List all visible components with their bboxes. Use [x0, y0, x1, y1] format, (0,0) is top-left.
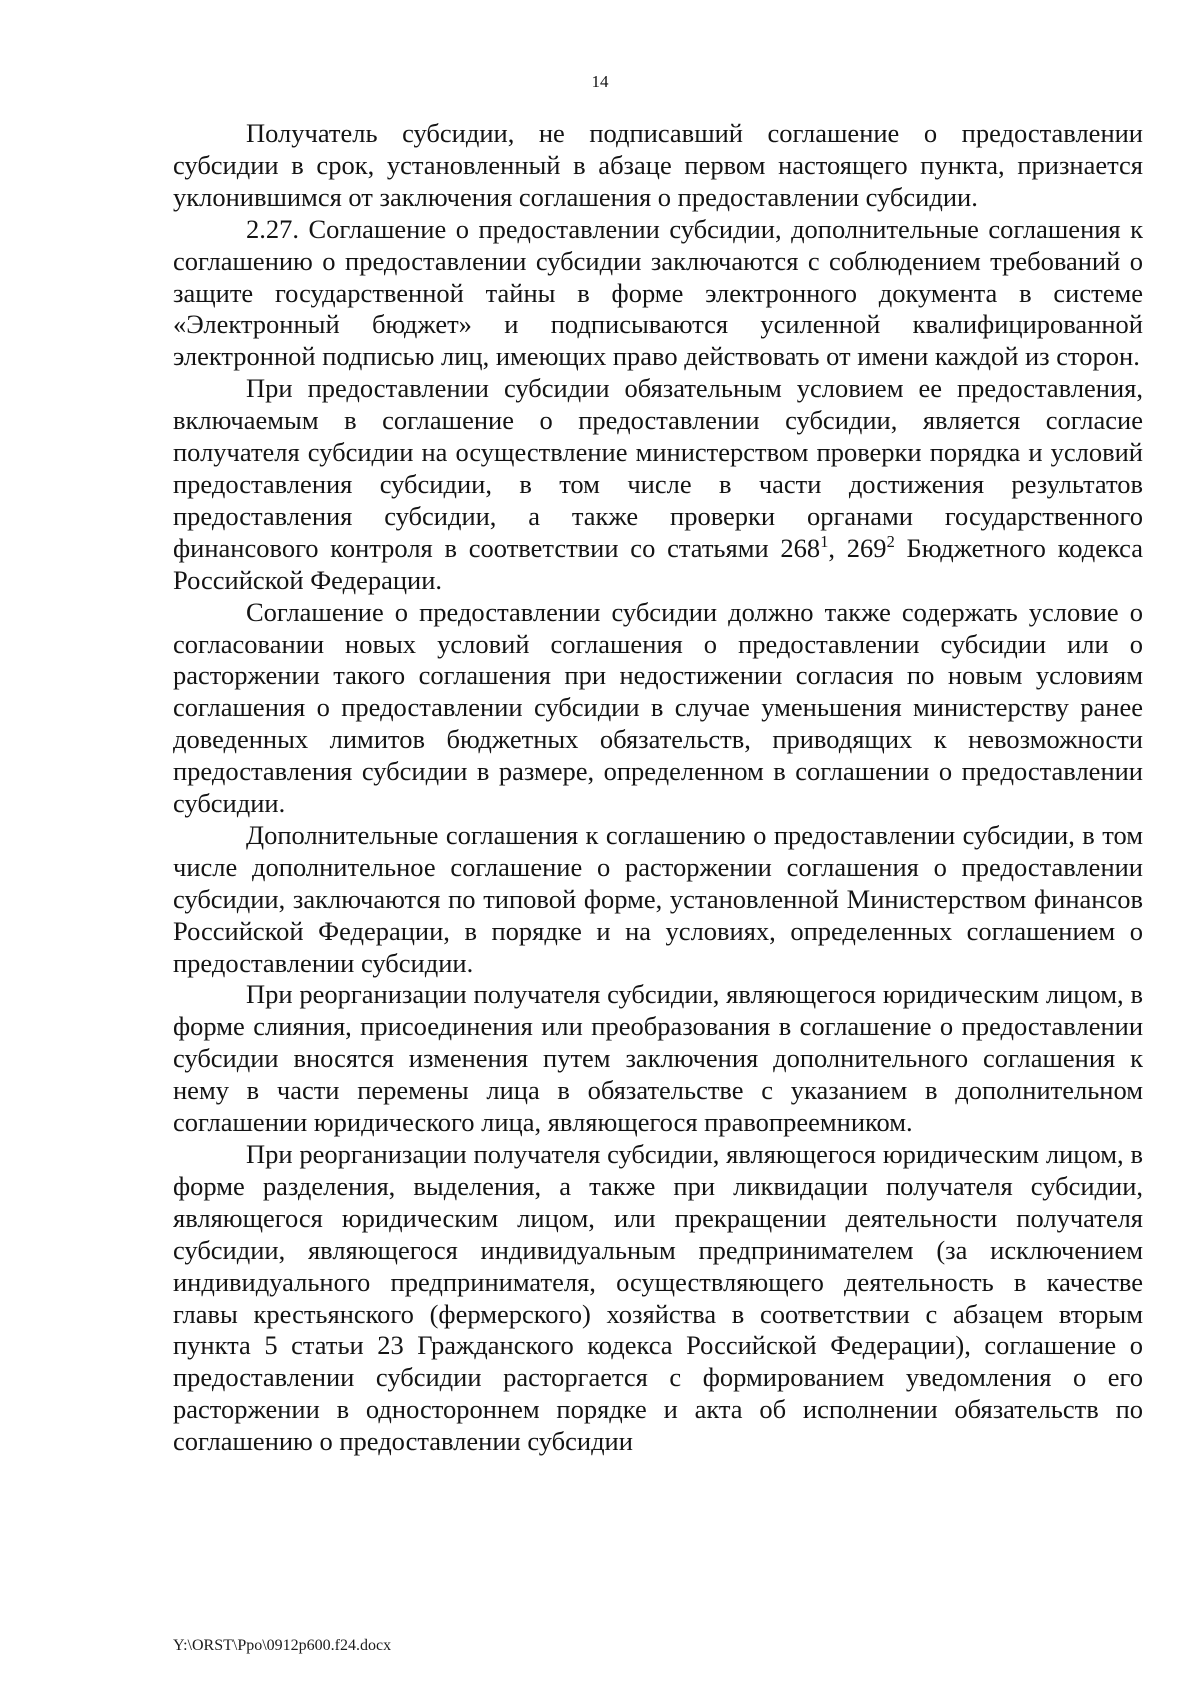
paragraph-new-conditions: Соглашение о предоставлении субсидии должно также содержать условие о согласовании новых условий соглашения о предоставлении субсидии или о расторжении такого соглашения при недостижении согласия по новым условиям соглашения о предоставлении субсидии в случае уменьшения министерству ранее доведенных лимитов бюджетных обязательств, приводящих к невозможности предоставления субсидии в размере, определенном в соглашении о предоставлении субсидии.	[173, 596, 1143, 819]
superscript-2: 2	[886, 531, 895, 551]
paragraph-2-27: 2.27. Соглашение о предоставлении субсидии, дополнительные соглашения к соглашению о предоставлении субсидии заключаются с соблюдением требований о защите государственной тайны в форме электронного документа в системе «Электронный бюджет» и подписываются усиленной квалифицированной электронной подписью лиц, имеющих право действовать от имени каждой из сторон.	[173, 213, 1143, 372]
paragraph-reorganization-merger: При реорганизации получателя субсидии, являющегося юридическим лицом, в форме слияния, присоединения или преобразования в соглашение о предоставлении субсидии вносятся изменения путем заключения дополнительного соглашения к нему в части перемены лица в обязательстве с указанием в дополнительном соглашении юридического лица, являющегося правопреемником.	[173, 979, 1143, 1138]
paragraph-inspection-consent	[173, 373, 1143, 596]
paragraph-inspection-consent-text: При предоставлении субсидии обязательным условием ее предоставления, включаемым в соглашение о предоставлении субсидии, является согласие получателя субсидии на осуществление министерством проверки порядка и условий предоставления субсидии, в том числе в части достижения результатов предоставления субсидии, а также проверки органами государственного финансового контроля в соответствии со статьями 268	[173, 373, 1143, 563]
paragraph-reorganization-division: При реорганизации получателя субсидии, являющегося юридическим лицом, в форме разделения, выделения, а также при ликвидации получателя субсидии, являющегося юридическим лицом, или прекращении деятельности получателя субсидии, являющегося индивидуальным предпринимателем (за исключением индивидуального предпринимателя, осуществляющего деятельность в качестве главы крестьянского (фермерского) хозяйства в соответствии с абзацем вторым пункта 5 статьи 23 Гражданского кодекса Российской Федерации), соглашение о предоставлении субсидии расторгается с формированием уведомления о его расторжении в одностороннем порядке и акта об исполнении обязательств по соглашению о предоставлении субсидии	[173, 1139, 1143, 1457]
paragraph-additional-agreements: Дополнительные соглашения к соглашению о предоставлении субсидии, в том числе дополнительное соглашение о расторжении соглашения о предоставлении субсидии, заключаются по типовой форме, установленной Министерством финансов Российской Федерации, в порядке и на условиях, определенных соглашением о предоставлении субсидии.	[173, 819, 1143, 978]
paragraph-unsigned-agreement: Получатель субсидии, не подписавший соглашение о предоставлении субсидии в срок, установленный в абзаце первом настоящего пункта, признается уклонившимся от заключения соглашения о предоставлении субсидии.	[173, 118, 1143, 212]
page-number: 14	[591, 72, 609, 91]
paragraph-inspection-consent-tail: Бюджетного кодекса Российской Федерации.	[173, 532, 1144, 595]
superscript-1: 1	[820, 531, 829, 551]
document-body	[173, 118, 1143, 1458]
paragraph-inspection-consent-mid: , 269	[828, 532, 887, 563]
footer-file-path: Y:\ORST\Ppo\0912p600.f24.docx	[173, 1637, 392, 1654]
